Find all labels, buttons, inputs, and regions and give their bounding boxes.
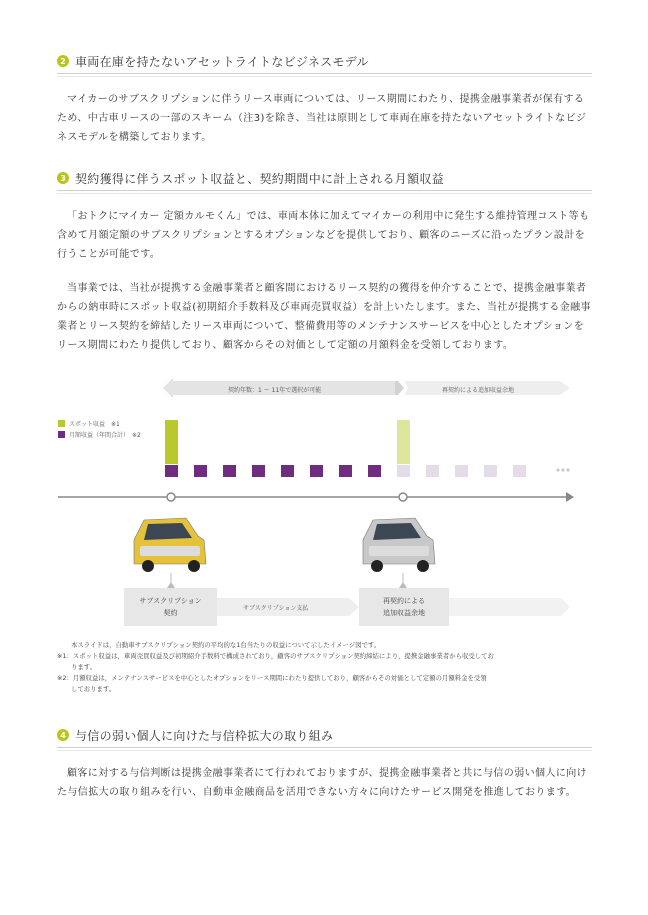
legend-spot-label: スポット収益 ※1 — [69, 421, 120, 428]
section-title: 与信の弱い個人に向けた与信枠拡大の取り組み — [75, 728, 334, 743]
section-heading — [57, 52, 592, 70]
monthly-revenue-block-recontract — [484, 465, 497, 477]
monthly-revenue-block — [339, 465, 352, 477]
monthly-revenue-block — [368, 465, 381, 477]
spot-revenue-bar — [165, 420, 178, 464]
monthly-revenue-block — [194, 465, 207, 477]
section-body: マイカーのサブスクリプションに伴うリース車両については、リース期間にわたり、提携金融事業者が保有するため、中古車リースの一部のスキーム（注3)を除き、当社は原則として車両在庫を持たないアセットライトなビジネスモデルを構築しております。 — [57, 94, 587, 143]
monthly-revenue-block — [252, 465, 265, 477]
legend-spot-swatch — [58, 420, 65, 427]
note-2-continued: しております。 — [71, 685, 116, 693]
silver-car-wheel-front — [371, 560, 383, 572]
continuation-dot — [561, 468, 564, 471]
subscription-contract-box: サブスクリプション 契約 — [124, 588, 217, 626]
section-body-paragraph-2: 当事業では、当社が提携する金融事業者と顧客間におけるリース契約の獲得を仲介することで、提携金融事業者からの納車時にスポット収益(初期紹介手数料及び車両売買収益）を計上いたします。また、当社が提携する金融事業者とリース契約を締結したリース車両について、整備費用等のメンテナンスサービスを中心としたオプションをリース期間にわたり提供しており、顧客からその対価として定額の月額料金を受領しております。 — [57, 283, 591, 351]
silver-car-wheel-rear — [417, 560, 429, 572]
yellow-car-wheel-front — [142, 560, 154, 572]
subscription-payment-label: サブスクリプション支払 — [243, 605, 309, 612]
section-body-paragraph-1: 「おトクにマイカー 定額カルモくん」では、車両本体に加えてマイカーの利用中に発生する維持管理コスト等も含めて月額定額のサブスクリプションとするオプションなどを提供しており、顧客のニーズに沿ったプラン設計を行うことが可能です。 — [57, 211, 590, 260]
monthly-revenue-block — [310, 465, 323, 477]
section-title: 車両在庫を持たないアセットライトなビジネスモデル — [75, 54, 369, 69]
note-2: ※2：月額収益は，メンテナンスサービスを中心としたオプションをリース期間にわたり提供しており，顧客からその対価として定額の月額料金を受領 — [57, 674, 487, 682]
section-heading — [57, 169, 592, 187]
section-number-badge: 4 — [57, 729, 69, 741]
section-revenue-model — [57, 169, 592, 355]
monthly-revenue-block-recontract — [455, 465, 468, 477]
diagram-notes — [57, 640, 597, 695]
monthly-revenue-block-recontract — [397, 465, 410, 477]
yellow-car-front-grille — [140, 546, 200, 556]
note-intro: 本スライドは，自動車サブスクリプション契約の平均的な1台当たりの収益について示したイメージ図です。 — [71, 641, 381, 649]
monthly-revenue-block — [223, 465, 236, 477]
section-divider — [57, 190, 592, 194]
timeline-marker-recontract — [399, 493, 407, 501]
legend-spot — [58, 419, 120, 428]
monthly-revenue-block — [165, 465, 178, 477]
silver-car-front-grille — [369, 546, 429, 556]
recontract-tail-arrow — [449, 598, 570, 616]
section-title: 契約獲得に伴うスポット収益と、契約期間中に計上される月額収益 — [75, 171, 445, 186]
section-divider — [57, 73, 592, 77]
monthly-revenue-block — [281, 465, 294, 477]
legend-monthly-swatch — [58, 431, 65, 438]
legend-monthly — [58, 430, 141, 439]
contract-period-label: 契約年数：1 〜 11年で選択が可能 — [228, 387, 322, 394]
section-number-badge: 3 — [57, 172, 69, 184]
section-divider — [57, 747, 592, 751]
section-body: 顧客に対する与信判断は提携金融事業者にて行われておりますが、提携金融事業者と共に与信の弱い個人に向けた与信拡大の取り組みを行い、自動車金融商品を活用できない方々に向けたサービス開発を推進しております。 — [57, 768, 587, 798]
note-1: ※1：スポット収益は，車両売買収益及び初期紹介手数料で構成されており，顧客のサブスクリプション契約締結により，提携金融事業者から収受してお — [57, 652, 494, 660]
continuation-dot — [566, 468, 569, 471]
timeline-marker-start — [167, 493, 175, 501]
contract-period-arrow-head — [395, 381, 404, 395]
note-1-continued: ります。 — [71, 663, 97, 671]
spot-revenue-bar-recontract — [397, 420, 410, 464]
recontract-period-label: 再契約による追加収益余地 — [442, 387, 515, 394]
yellow-car-wheel-rear — [188, 560, 200, 572]
continuation-dot — [556, 468, 559, 471]
recontract-box: 再契約による 追加収益余地 — [359, 588, 449, 626]
section-number-badge: 2 — [57, 55, 69, 67]
legend-monthly-label: 月額収益（年間合計） ※2 — [69, 432, 141, 439]
section-heading — [57, 726, 592, 744]
timeline-arrow-head — [566, 492, 574, 502]
monthly-revenue-block-recontract — [513, 465, 526, 477]
section-asset-light — [57, 52, 592, 147]
section-credit-expansion — [57, 726, 592, 802]
monthly-revenue-block-recontract — [426, 465, 439, 477]
